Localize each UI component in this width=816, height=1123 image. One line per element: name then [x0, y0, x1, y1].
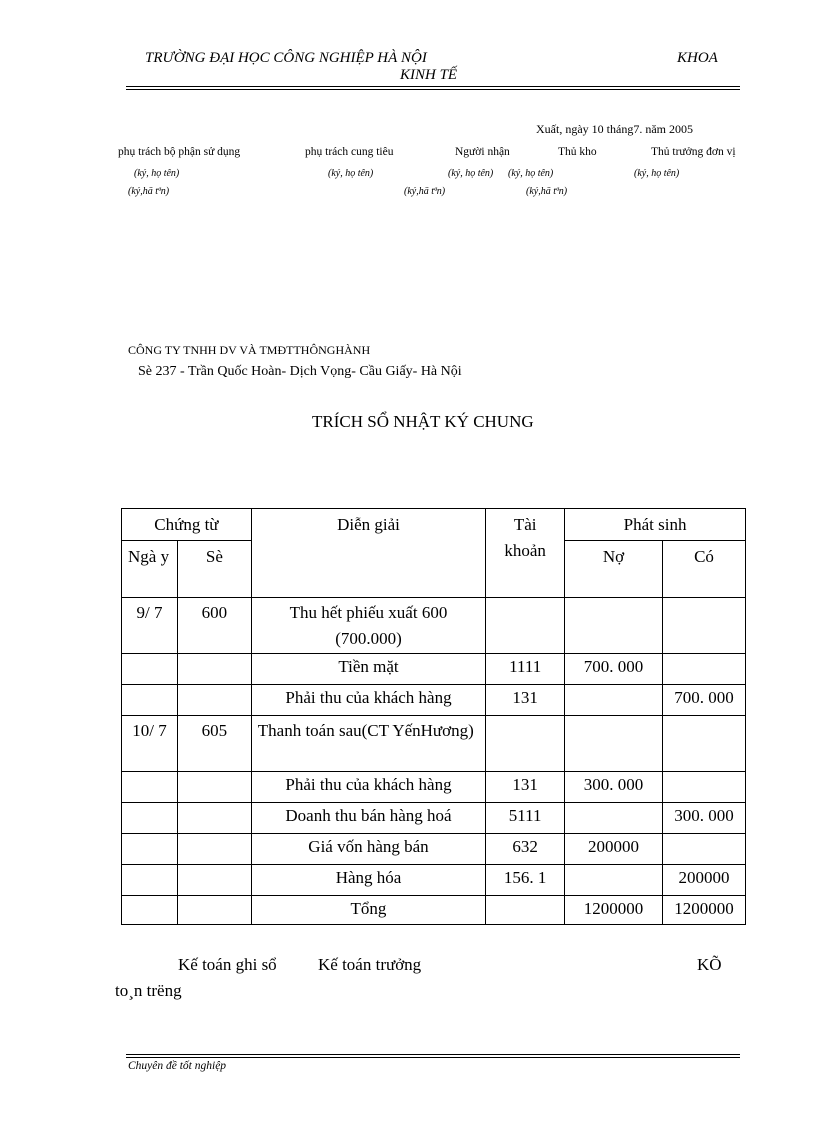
- sig-title-receiver: Người nhận: [455, 146, 510, 158]
- cell-co: 300. 000: [663, 803, 746, 834]
- header-no: Nợ: [565, 541, 663, 598]
- cell-dien-giai: Phải thu của khách hàng: [251, 685, 485, 716]
- sign-note: (ký, họ tên): [328, 168, 374, 179]
- cell-so: 605: [177, 716, 251, 772]
- cell-dien-giai: Thanh toán sau(CT YếnHương): [251, 716, 485, 772]
- company-name: CÔNG TY TNHH DV VÀ TMĐTTHÔNGHÀNH: [128, 343, 371, 357]
- cell-so: [177, 654, 251, 685]
- cell-dien-giai: Tiền mặt: [251, 654, 485, 685]
- cell-tai-khoan: 156. 1: [486, 865, 565, 896]
- header-rule-top: [126, 86, 740, 87]
- cell-tai-khoan: 632: [486, 834, 565, 865]
- cell-no: [565, 598, 663, 654]
- cell-dien-giai: Thu hết phiếu xuất 600 (700.000): [251, 598, 485, 654]
- header-phat-sinh: Phát sinh: [565, 509, 746, 541]
- footer-chuyen-de: Chuyên đề tốt nghiệp: [128, 1060, 227, 1072]
- cell-co: 700. 000: [663, 685, 746, 716]
- cell-co: 200000: [663, 865, 746, 896]
- header-chung-tu: Chứng từ: [122, 509, 252, 541]
- table-row: [122, 654, 746, 685]
- cell-so: 600: [177, 598, 251, 654]
- header-tai-khoan: Tài khoản: [486, 509, 565, 598]
- cell-dien-giai: Giá vốn hàng bán: [251, 834, 485, 865]
- sig-to-n-treng: to¸n trëng: [115, 981, 182, 1000]
- cell-no: 300. 000: [565, 772, 663, 803]
- sig-title-head: Thủ trưởng đơn vị: [651, 146, 736, 158]
- cell-no: 200000: [565, 834, 663, 865]
- cell-co: [663, 716, 746, 772]
- cell-so: [177, 865, 251, 896]
- cell-tai-khoan: 1111: [486, 654, 565, 685]
- table-row: [122, 865, 746, 896]
- university-name: TRƯỜNG ĐẠI HỌC CÔNG NGHIỆP HÀ NỘI: [145, 50, 427, 66]
- issue-date: Xuất, ngày 10 tháng7. năm 2005: [536, 122, 693, 136]
- cell-co: 1200000: [663, 896, 746, 925]
- sign-note: (ký, họ tên): [634, 168, 680, 179]
- sig-title-storekeeper: Thủ kho: [558, 146, 597, 158]
- cell-no: [565, 865, 663, 896]
- cell-ngay: [122, 803, 178, 834]
- header-rule-bottom: [126, 89, 740, 90]
- table-row: [122, 772, 746, 803]
- company-address: Sè 237 - Trần Quốc Hoàn- Dịch Vọng- Cầu Giấy- Hà Nội: [138, 364, 462, 379]
- cell-dien-giai: Doanh thu bán hàng hoá: [251, 803, 485, 834]
- cell-co: [663, 598, 746, 654]
- cell-ngay: [122, 834, 178, 865]
- sign-note-garbled: (ký,hä tªn): [128, 186, 170, 197]
- cell-co: [663, 654, 746, 685]
- cell-ngay: [122, 772, 178, 803]
- footer-rule-bottom: [126, 1057, 740, 1058]
- cell-no: [565, 803, 663, 834]
- cell-so: [177, 896, 251, 925]
- cell-ngay: [122, 654, 178, 685]
- sign-note-garbled: (ký,hä tªn): [526, 186, 568, 197]
- cell-ngay: [122, 865, 178, 896]
- cell-dien-giai: Hàng hóa: [251, 865, 485, 896]
- cell-ngay: 10/ 7: [122, 716, 178, 772]
- table-row: [122, 803, 746, 834]
- cell-tai-khoan: [486, 598, 565, 654]
- cell-tai-khoan: [486, 716, 565, 772]
- cell-tai-khoan: 5111: [486, 803, 565, 834]
- sign-note-garbled: (ký,hä tªn): [404, 186, 446, 197]
- cell-co: [663, 772, 746, 803]
- cell-tai-khoan: 131: [486, 772, 565, 803]
- cell-no: 1200000: [565, 896, 663, 925]
- cell-dien-giai: Tổng: [251, 896, 485, 925]
- sig-ko: KÕ: [697, 955, 722, 974]
- cell-dien-giai: Phải thu của khách hàng: [251, 772, 485, 803]
- table-row-total: [122, 896, 746, 925]
- cell-so: [177, 685, 251, 716]
- cell-tai-khoan: [486, 896, 565, 925]
- cell-ngay: 9/ 7: [122, 598, 178, 654]
- header-so: Sè: [177, 541, 251, 598]
- cell-no: [565, 716, 663, 772]
- header-dien-giai: Diễn giải: [251, 509, 485, 598]
- cell-ngay: [122, 685, 178, 716]
- sign-note: (ký, họ tên): [134, 168, 180, 179]
- table-row: [122, 685, 746, 716]
- header-ngay: Ngà y: [122, 541, 178, 598]
- document-title: TRÍCH SỔ NHẬT KÝ CHUNG: [312, 412, 534, 431]
- footer-rule-top: [126, 1054, 740, 1055]
- sign-note: (ký, họ tên): [448, 168, 494, 179]
- cell-no: 700. 000: [565, 654, 663, 685]
- faculty-name: KINH TẾ: [400, 67, 458, 83]
- cell-so: [177, 772, 251, 803]
- cell-co: [663, 834, 746, 865]
- cell-so: [177, 834, 251, 865]
- cell-no: [565, 685, 663, 716]
- sig-ke-toan-ghi-so: Kế toán ghi sổ: [178, 955, 277, 974]
- header-co: Có: [663, 541, 746, 598]
- khoa-label: KHOA: [677, 50, 718, 66]
- cell-ngay: [122, 896, 178, 925]
- journal-table: [121, 508, 746, 925]
- sig-title-supply: phụ trách cung tiêu: [305, 146, 394, 158]
- cell-tai-khoan: 131: [486, 685, 565, 716]
- sign-note: (ký, họ tên): [508, 168, 554, 179]
- cell-so: [177, 803, 251, 834]
- sig-ke-toan-truong: Kế toán trưởng: [318, 955, 422, 974]
- table-row: [122, 834, 746, 865]
- table-row: [122, 598, 746, 654]
- table-row: [122, 716, 746, 772]
- sig-title-dept: phụ trách bộ phận sử dụng: [118, 146, 241, 158]
